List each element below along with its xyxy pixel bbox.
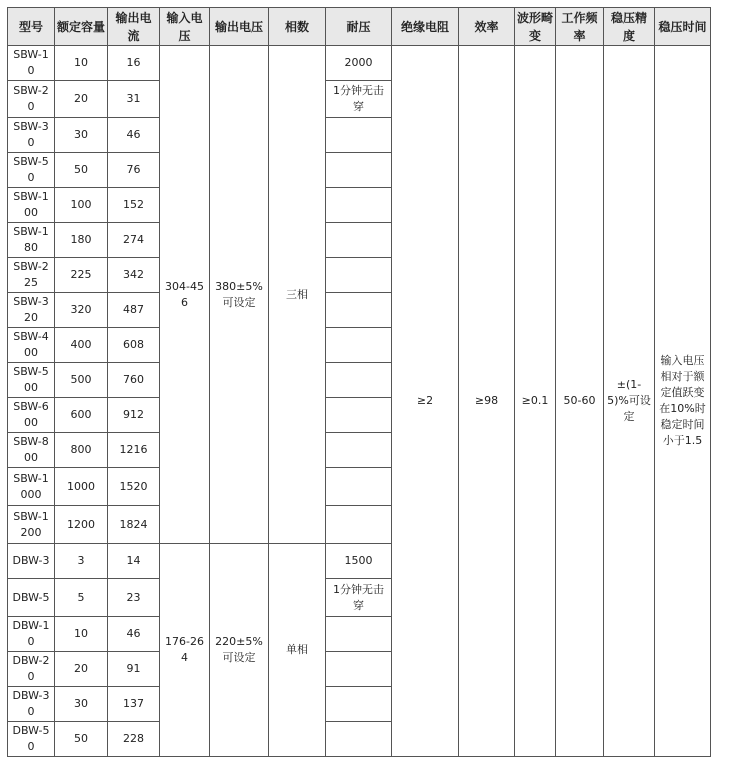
capacity-cell: 20 [55, 652, 108, 687]
withstand-empty [326, 258, 392, 293]
header-efficiency: 效率 [459, 8, 515, 46]
withstand-empty [326, 118, 392, 153]
response-time-cell: 输入电压相对于额定值跃变在10%时稳定时间小于1.5 [655, 46, 711, 757]
capacity-cell: 5 [55, 579, 108, 617]
withstand-empty [326, 153, 392, 188]
model-cell: SBW-100 [8, 188, 55, 223]
model-cell: SBW-800 [8, 433, 55, 468]
withstand-empty [326, 468, 392, 506]
capacity-cell: 30 [55, 687, 108, 722]
model-cell: DBW-5 [8, 579, 55, 617]
capacity-cell: 1000 [55, 468, 108, 506]
current-cell: 1520 [108, 468, 160, 506]
capacity-cell: 500 [55, 363, 108, 398]
model-cell: SBW-10 [8, 46, 55, 81]
capacity-cell: 100 [55, 188, 108, 223]
capacity-cell: 10 [55, 617, 108, 652]
spec-table [7, 7, 711, 757]
header-precision: 稳压精度 [604, 8, 655, 46]
capacity-cell: 225 [55, 258, 108, 293]
model-cell: SBW-1200 [8, 506, 55, 544]
current-cell: 152 [108, 188, 160, 223]
current-cell: 912 [108, 398, 160, 433]
header-input-voltage: 输入电压 [160, 8, 210, 46]
capacity-cell: 20 [55, 81, 108, 118]
current-cell: 76 [108, 153, 160, 188]
model-cell: SBW-400 [8, 328, 55, 363]
distortion-cell: ≥0.1 [515, 46, 556, 757]
capacity-cell: 50 [55, 153, 108, 188]
model-cell: SBW-600 [8, 398, 55, 433]
current-cell: 16 [108, 46, 160, 81]
capacity-cell: 3 [55, 544, 108, 579]
withstand-empty [326, 506, 392, 544]
header-row [8, 8, 711, 46]
sbw-output-voltage: 380±5%可设定 [210, 46, 269, 544]
current-cell: 46 [108, 617, 160, 652]
dbw-input-voltage: 176-264 [160, 544, 210, 757]
model-cell: DBW-10 [8, 617, 55, 652]
model-cell: SBW-180 [8, 223, 55, 258]
capacity-cell: 30 [55, 118, 108, 153]
capacity-cell: 320 [55, 293, 108, 328]
dbw-withstand-voltage: 1500 [326, 544, 392, 579]
model-cell: SBW-1000 [8, 468, 55, 506]
header-frequency: 工作频率 [556, 8, 604, 46]
withstand-empty [326, 188, 392, 223]
model-cell: SBW-30 [8, 118, 55, 153]
model-cell: DBW-20 [8, 652, 55, 687]
current-cell: 760 [108, 363, 160, 398]
withstand-empty [326, 687, 392, 722]
frequency-cell: 50-60 [556, 46, 604, 757]
current-cell: 91 [108, 652, 160, 687]
current-cell: 487 [108, 293, 160, 328]
withstand-empty [326, 293, 392, 328]
current-cell: 608 [108, 328, 160, 363]
dbw-output-voltage: 220±5%可设定 [210, 544, 269, 757]
model-cell: SBW-50 [8, 153, 55, 188]
current-cell: 1824 [108, 506, 160, 544]
dbw-phase: 单相 [269, 544, 326, 757]
model-cell: SBW-20 [8, 81, 55, 118]
capacity-cell: 10 [55, 46, 108, 81]
current-cell: 1216 [108, 433, 160, 468]
current-cell: 46 [108, 118, 160, 153]
sbw-withstand-time: 1分钟无击穿 [326, 81, 392, 118]
header-distortion: 波形畸变 [515, 8, 556, 46]
current-cell: 14 [108, 544, 160, 579]
sbw-phase: 三相 [269, 46, 326, 544]
model-cell: SBW-500 [8, 363, 55, 398]
capacity-cell: 400 [55, 328, 108, 363]
withstand-empty [326, 722, 392, 757]
withstand-empty [326, 223, 392, 258]
model-cell: DBW-50 [8, 722, 55, 757]
header-phase: 相数 [269, 8, 326, 46]
withstand-empty [326, 433, 392, 468]
current-cell: 137 [108, 687, 160, 722]
sbw-input-voltage: 304-456 [160, 46, 210, 544]
header-withstand: 耐压 [326, 8, 392, 46]
withstand-empty [326, 617, 392, 652]
withstand-empty [326, 398, 392, 433]
current-cell: 228 [108, 722, 160, 757]
model-cell: DBW-3 [8, 544, 55, 579]
capacity-cell: 600 [55, 398, 108, 433]
dbw-withstand-time: 1分钟无击穿 [326, 579, 392, 617]
model-cell: SBW-320 [8, 293, 55, 328]
header-output-voltage: 输出电压 [210, 8, 269, 46]
current-cell: 31 [108, 81, 160, 118]
header-response-time: 稳压时间 [655, 8, 711, 46]
current-cell: 23 [108, 579, 160, 617]
header-rated-capacity: 额定容量 [55, 8, 108, 46]
header-output-current: 输出电流 [108, 8, 160, 46]
capacity-cell: 50 [55, 722, 108, 757]
capacity-cell: 180 [55, 223, 108, 258]
capacity-cell: 1200 [55, 506, 108, 544]
withstand-empty [326, 652, 392, 687]
withstand-empty [326, 363, 392, 398]
model-cell: SBW-225 [8, 258, 55, 293]
efficiency-cell: ≥98 [459, 46, 515, 757]
current-cell: 342 [108, 258, 160, 293]
header-insulation: 绝缘电阻 [392, 8, 459, 46]
model-cell: DBW-30 [8, 687, 55, 722]
withstand-empty [326, 328, 392, 363]
precision-cell: ±(1-5)%可设定 [604, 46, 655, 757]
sbw-withstand-voltage: 2000 [326, 46, 392, 81]
insulation-cell: ≥2 [392, 46, 459, 757]
current-cell: 274 [108, 223, 160, 258]
header-model: 型号 [8, 8, 55, 46]
table-row [8, 46, 711, 81]
capacity-cell: 800 [55, 433, 108, 468]
